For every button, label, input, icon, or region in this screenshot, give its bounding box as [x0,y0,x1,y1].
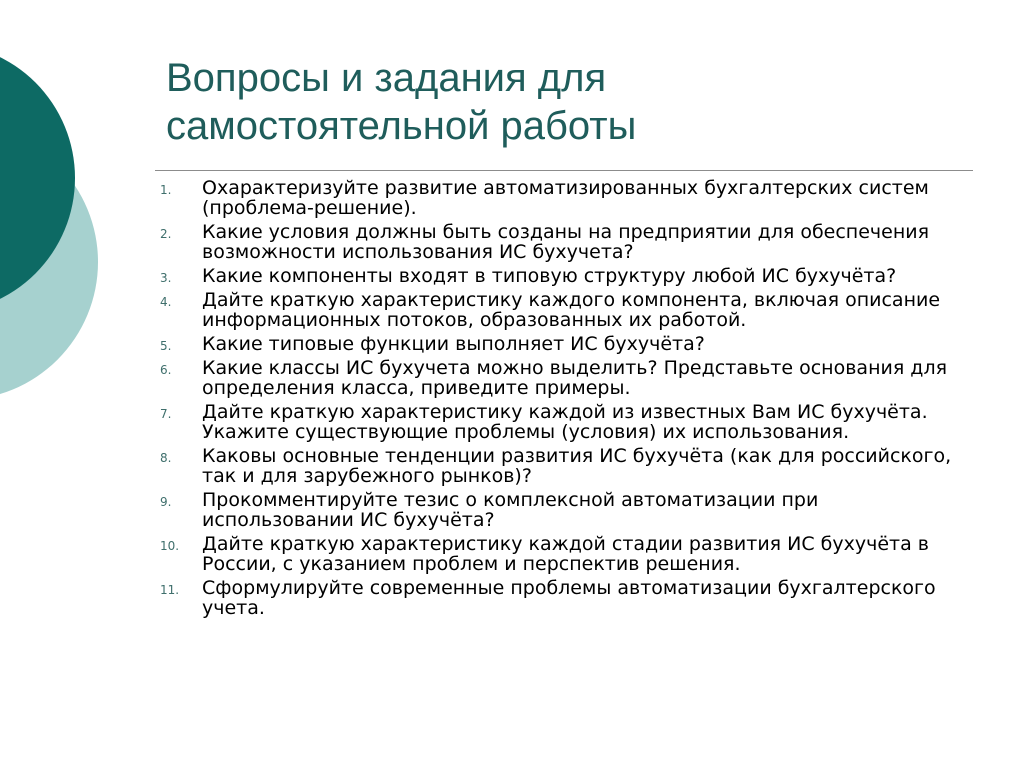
item-text: Дайте краткую характеристику каждой из известных Вам ИС бухучёта. Укажите существующие проблемы (условия) их использования. [202,401,928,443]
item-number: 11. [160,583,180,597]
title-line-1: Вопросы и задания для [166,56,607,100]
item-text: Какие типовые функции выполняет ИС бухучёта? [202,333,705,355]
list-item [160,358,960,398]
item-number: 9. [160,495,172,509]
questions-list [160,178,960,622]
list-item [160,578,960,618]
item-number: 6. [160,363,172,377]
light-teal-circle [0,124,98,400]
title-divider [155,170,973,171]
list-item [160,266,960,286]
item-text: Каковы основные тенденции развития ИС бухучёта (как для российского, так и для зарубежного рынков)? [202,445,952,487]
item-text: Какие условия должны быть созданы на предприятии для обеспечения возможности использования ИС бухучета? [202,221,930,263]
item-number: 4. [160,295,172,309]
item-text: Дайте краткую характеристику каждого компонента, включая описание информационных потоков, образованных их работой. [202,289,941,331]
list-item [160,334,960,354]
title-line-2: самостоятельной работы [166,104,637,148]
item-number: 8. [160,451,172,465]
list-item [160,490,960,530]
slide-title [166,54,966,150]
list-item [160,178,960,218]
item-number: 5. [160,339,172,353]
item-text: Какие компоненты входят в типовую структуру любой ИС бухучёта? [202,265,897,287]
item-text: Дайте краткую характеристику каждой стадии развития ИС бухучёта в России, с указанием проблем и перспектив решения. [202,533,929,575]
item-text: Охарактеризуйте развитие автоматизированных бухгалтерских систем (проблема-решение). [202,177,929,219]
item-number: 2. [160,227,172,241]
item-number: 10. [160,539,180,553]
list-item [160,402,960,442]
list-item [160,222,960,262]
item-number: 1. [160,183,172,197]
list-item [160,534,960,574]
item-number: 3. [160,271,172,285]
list-item [160,290,960,330]
item-text: Какие классы ИС бухучета можно выделить? Представьте основания для определения класса, приведите примеры. [202,357,948,399]
list-item [160,446,960,486]
item-text: Прокомментируйте тезис о комплексной автоматизации при использовании ИС бухучёта? [202,489,819,531]
dark-teal-circle [0,43,75,313]
item-text: Сформулируйте современные проблемы автоматизации бухгалтерского учета. [202,577,936,619]
item-number: 7. [160,407,172,421]
